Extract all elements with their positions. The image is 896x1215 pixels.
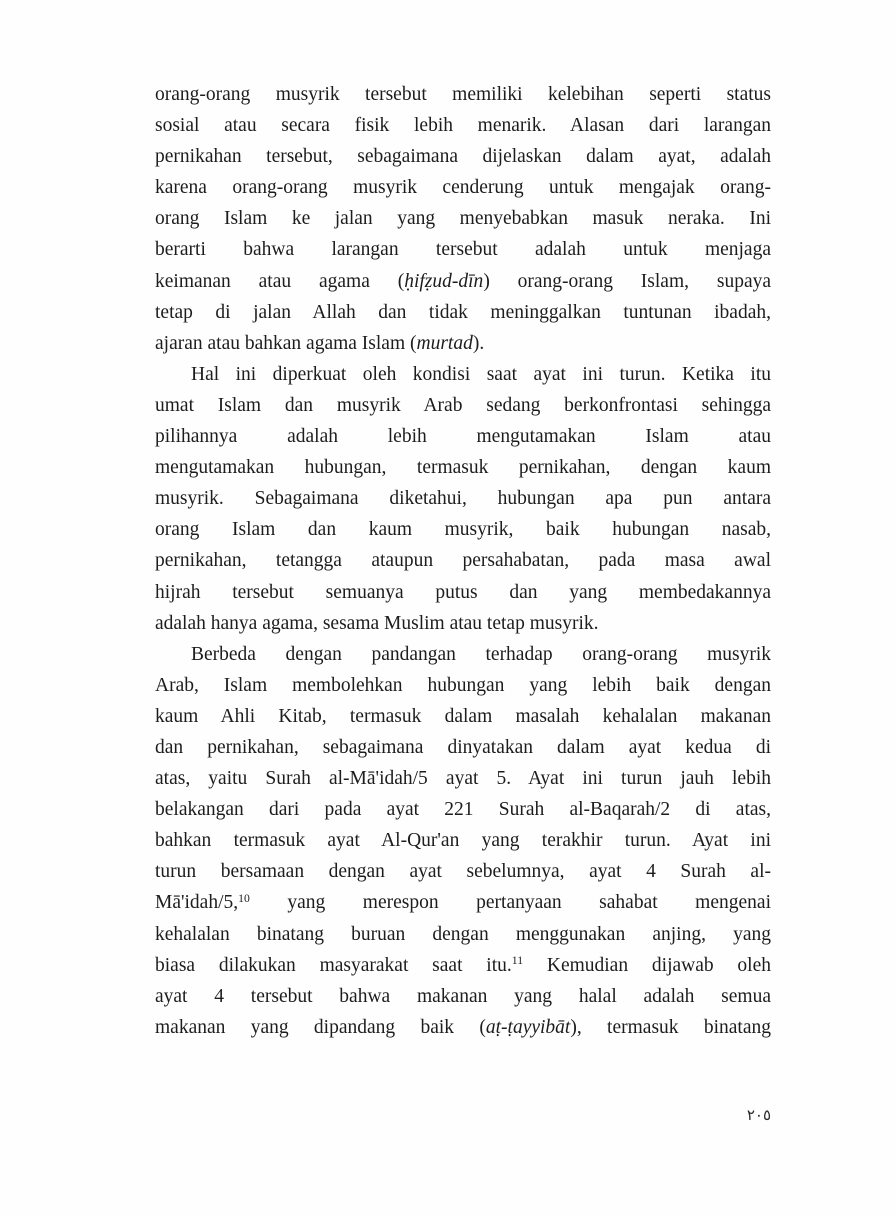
- paragraph: [155, 359, 771, 639]
- text-line: [155, 639, 771, 670]
- text-segment: musyrik. Sebagaimana diketahui, hubungan apa pun antara: [155, 488, 771, 510]
- text-segment: hijrah tersebut semuanya putus dan yang membedakannya: [155, 581, 771, 603]
- text-line: [155, 359, 771, 390]
- text-segment: turun bersamaan dengan ayat sebelumnya, ayat 4 Surah al-: [155, 861, 771, 883]
- text-segment: biasa dilakukan masyarakat saat itu.: [155, 954, 512, 976]
- text-segment: ajaran atau bahkan agama Islam (: [155, 332, 417, 354]
- text-segment: ayat 4 tersebut bahwa makanan yang halal adalah semua: [155, 985, 771, 1007]
- text-line: [155, 887, 771, 918]
- text-line: [155, 390, 771, 421]
- paragraph: [155, 79, 771, 359]
- text-segment: ) orang-orang Islam, supaya: [483, 270, 771, 292]
- text-line: [155, 452, 771, 483]
- text-line: [155, 110, 771, 141]
- text-line: [155, 670, 771, 701]
- text-segment: belakangan dari pada ayat 221 Surah al-Baqarah/2 di atas,: [155, 799, 771, 821]
- text-segment: pernikahan tersebut, sebagaimana dijelaskan dalam ayat, adalah: [155, 146, 771, 168]
- text-segment: yang merespon pertanyaan sahabat mengenai: [249, 892, 771, 914]
- text-segment: Arab, Islam membolehkan hubungan yang lebih baik dengan: [155, 674, 771, 696]
- text-segment: ).: [472, 332, 485, 354]
- text-line: [155, 328, 771, 359]
- text-segment: kehalalan binatang buruan dengan menggunakan anjing, yang: [155, 923, 771, 945]
- text-segment: dan pernikahan, sebagaimana dinyatakan dalam ayat kedua di: [155, 736, 771, 758]
- text-line: [155, 234, 771, 265]
- text-segment: adalah hanya agama, sesama Muslim atau tetap musyrik.: [155, 612, 599, 634]
- text-segment: ), termasuk binatang: [570, 1016, 771, 1038]
- footnote-ref: 11: [511, 954, 524, 968]
- text-segment: orang Islam dan kaum musyrik, baik hubungan nasab,: [155, 519, 771, 541]
- text-segment: karena orang-orang musyrik cenderung untuk mengajak orang-: [155, 177, 771, 199]
- text-segment: Berbeda dengan pandangan terhadap orang-orang musyrik: [191, 643, 771, 665]
- body-text: [155, 79, 771, 1043]
- text-line: [155, 732, 771, 763]
- text-line: [155, 141, 771, 172]
- text-line: [155, 514, 771, 545]
- text-line: [155, 794, 771, 825]
- text-line: [155, 545, 771, 576]
- text-segment: pernikahan, tetangga ataupun persahabatan, pada masa awal: [155, 550, 771, 572]
- text-line: [155, 856, 771, 887]
- text-segment: Mā'idah/5,: [155, 892, 239, 914]
- text-segment: umat Islam dan musyrik Arab sedang berkonfrontasi sehingga: [155, 394, 771, 416]
- text-line: [155, 266, 771, 297]
- italic-term: aṭ-ṭayyibāt: [485, 1016, 571, 1038]
- text-segment: mengutamakan hubungan, termasuk pernikahan, dengan kaum: [155, 457, 771, 479]
- text-line: [155, 172, 771, 203]
- text-line: [155, 608, 771, 639]
- text-line: [155, 79, 771, 110]
- text-line: [155, 763, 771, 794]
- text-segment: tetap di jalan Allah dan tidak meninggalkan tuntunan ibadah,: [155, 301, 771, 323]
- text-line: [155, 919, 771, 950]
- text-line: [155, 421, 771, 452]
- text-segment: sosial atau secara fisik lebih menarik. Alasan dari larangan: [155, 115, 771, 137]
- text-segment: atas, yaitu Surah al-Mā'idah/5 ayat 5. Ayat ini turun jauh lebih: [155, 768, 771, 790]
- text-line: [155, 483, 771, 514]
- italic-term: murtad: [416, 332, 473, 354]
- text-segment: orang Islam ke jalan yang menyebabkan masuk neraka. Ini: [155, 208, 771, 230]
- text-line: [155, 1012, 771, 1043]
- text-line: [155, 297, 771, 328]
- italic-term: ḥifẓud-dīn: [404, 270, 484, 292]
- footnote-ref: 10: [238, 892, 250, 906]
- text-segment: makanan yang dipandang baik (: [155, 1016, 486, 1038]
- text-line: [155, 950, 771, 981]
- text-line: [155, 577, 771, 608]
- text-segment: Hal ini diperkuat oleh kondisi saat ayat ini turun. Ketika itu: [191, 363, 771, 385]
- text-segment: Kemudian dijawab oleh: [523, 954, 772, 976]
- text-line: [155, 825, 771, 856]
- text-segment: pilihannya adalah lebih mengutamakan Islam atau: [155, 426, 771, 448]
- text-segment: bahkan termasuk ayat Al-Qur'an yang terakhir turun. Ayat ini: [155, 830, 771, 852]
- text-segment: keimanan atau agama (: [155, 270, 405, 292]
- text-line: [155, 701, 771, 732]
- text-segment: berarti bahwa larangan tersebut adalah untuk menjaga: [155, 239, 771, 261]
- text-segment: kaum Ahli Kitab, termasuk dalam masalah kehalalan makanan: [155, 705, 771, 727]
- text-line: [155, 981, 771, 1012]
- paragraph: [155, 639, 771, 1043]
- page-number: ٢٠٥: [746, 1108, 771, 1124]
- text-line: [155, 203, 771, 234]
- text-segment: orang-orang musyrik tersebut memiliki kelebihan seperti status: [155, 84, 771, 105]
